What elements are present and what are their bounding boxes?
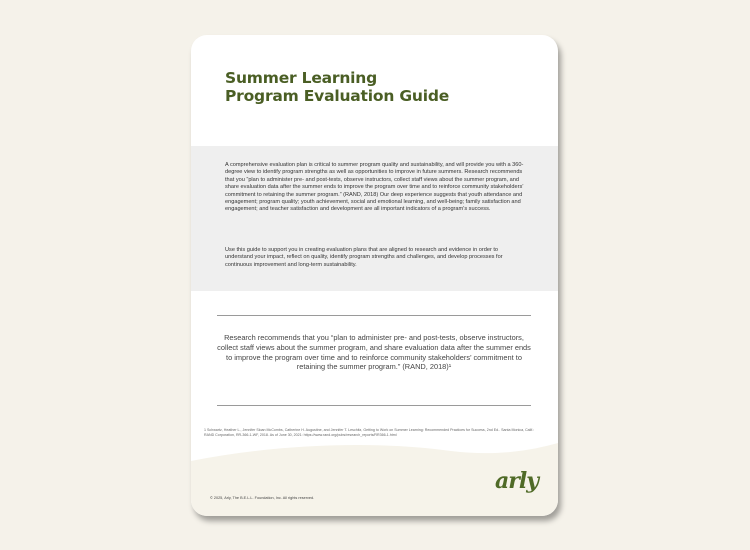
intro-paragraph-1: A comprehensive evaluation plan is critical to summer program quality and sustainability, and will provide you with a 360-degree view to identify program strengths as well as opportunities to improve in future summers. Research recommends that you “plan to administer pre- and post-tests, observe instructors, collect staff views about the summer program, and share evaluation data after the summer ends to improve the program over time and to reinforce community stakeholders’ commitment to retaining the summer program.” (RAND, 2018) Our deep experience suggests that youth attendance and engagement; program quality; youth achievement, social and emotional learning, and well-being; family satisfaction and engagement; and teacher satisfaction and development are all important indicators of a program’s success. — [225, 162, 524, 213]
intro-paragraph-2: Use this guide to support you in creating evaluation plans that are aligned to research and evidence in order to understand your impact, reflect on quality, identify program strengths and challenges, and develop processes for continuous improvement and long-term sustainability. — [225, 247, 503, 268]
intro-band — [191, 146, 558, 291]
title-line-1: Summer Learning — [225, 69, 378, 87]
quote-rule-top — [217, 315, 531, 316]
footnote: 1 Schwartz, Heather L., Jennifer Sloan McCombs, Catherine H. Augustine, and Jennifer T. Leschitz, Getting to Work on Summer Learning: Recommended Practices for Success, 2nd Ed.. Santa Monica, Calif.: RAND Corporation, RR-366-1-WF, 2018. As of June 30, 2021: https://www.rand.org/pubs/research_reports/RR366-1.html — [204, 428, 535, 437]
page-title — [225, 69, 449, 105]
copyright-text: © 2025, Arly, The B.E.L.L. Foundation, Inc. All rights reserved. — [210, 496, 315, 500]
document-page — [191, 35, 558, 516]
pull-quote: Research recommends that you “plan to administer pre- and post-tests, observe instructors, collect staff views about the summer program, and share evaluation data after the summer ends to improve the program over time and to reinforce community stakeholders’ commitment to retaining the summer program.” (RAND, 2018)¹ — [217, 333, 531, 372]
title-line-2: Program Evaluation Guide — [225, 87, 450, 105]
quote-rule-bottom — [217, 405, 531, 406]
arly-logo: arly — [495, 468, 538, 494]
